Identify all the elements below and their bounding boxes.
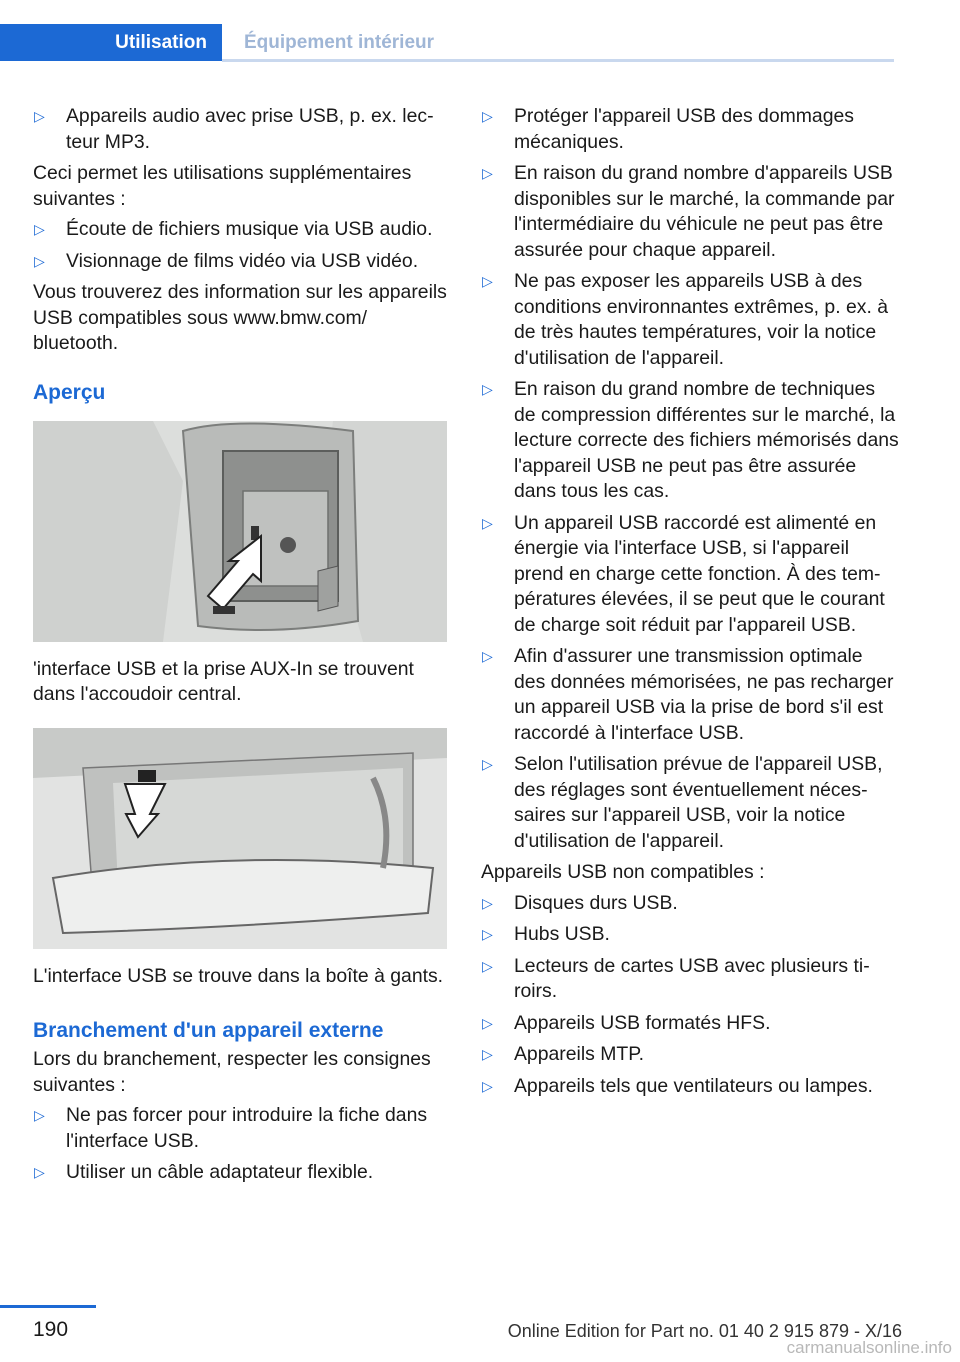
paragraph-compatible-info: Vous trouverez des information sur les appareils USB compatibles sous www.bmw.com/ bluetooth. xyxy=(33,281,447,354)
triangle-bullet-icon: ▷ xyxy=(34,252,45,269)
list-item: ▷ Hubs USB. xyxy=(481,922,899,948)
list-item: ▷ Protéger l'appareil USB des dommages mécaniques. xyxy=(482,105,854,153)
triangle-bullet-icon: ▷ xyxy=(482,1014,493,1031)
glovebox-illustration xyxy=(33,728,447,949)
list-item: ▷ Ne pas forcer pour introduire la fiche dans l'interface USB. xyxy=(34,1104,428,1152)
triangle-bullet-icon: ▷ xyxy=(482,273,493,289)
list-item: ▷ Écoute de fichiers musique via USB audio. xyxy=(33,217,447,243)
list-item: ▷ Appareils audio avec prise USB, p. ex. lecteur MP3. xyxy=(34,105,434,153)
right-column xyxy=(481,104,899,1105)
bullet-list-incompatible xyxy=(481,891,899,1100)
page-number: 190 xyxy=(33,1318,69,1341)
list-item: ▷ En raison du grand nombre d'appareils USB disponibles sur le marché, la commande par l'intermédiaire du véhicule ne peut pas être assurée pour chaque appareil. xyxy=(482,162,895,261)
bullet-list-top xyxy=(33,104,447,155)
triangle-bullet-icon: ▷ xyxy=(482,756,493,772)
tab-equipement-interieur[interactable]: Équipement intérieur xyxy=(244,31,435,53)
triangle-bullet-icon: ▷ xyxy=(482,648,493,664)
paragraph-uses-intro: Ceci permet les utilisations supplémentaires suivantes : xyxy=(33,162,412,210)
page-header xyxy=(0,0,960,64)
triangle-bullet-icon: ▷ xyxy=(482,1046,493,1062)
caption-glovebox: L'interface USB se trouve dans la boîte à gants. xyxy=(33,964,444,987)
list-item: ▷ Un appareil USB raccordé est alimenté en énergie via l'interface USB, si l'appareil prend en charge cette fonction. À des températures élevées, il se peut que le courant de charge soit réduit par l'appareil USB. xyxy=(482,511,885,636)
footer-rule xyxy=(0,1305,96,1308)
triangle-bullet-icon: ▷ xyxy=(482,381,493,397)
watermark: carmanualsonline.info xyxy=(786,1338,952,1357)
triangle-bullet-icon: ▷ xyxy=(34,1164,45,1180)
heading-apercu: Aperçu xyxy=(33,380,106,404)
triangle-bullet-icon: ▷ xyxy=(34,108,45,124)
armrest-illustration xyxy=(33,421,447,642)
bullet-list-uses xyxy=(33,217,447,274)
list-item: ▷ Appareils USB formatés HFS. xyxy=(481,1011,899,1037)
triangle-bullet-icon: ▷ xyxy=(34,1107,45,1123)
tab-utilisation[interactable]: Utilisation xyxy=(0,24,222,61)
heading-branchement: Branchement d'un appareil externe xyxy=(33,1019,384,1042)
triangle-bullet-icon: ▷ xyxy=(482,514,493,531)
list-item: ▷ Appareils tels que ventilateurs ou lampes. xyxy=(481,1074,899,1100)
list-item: ▷ Visionnage de films vidéo via USB vidéo. xyxy=(33,249,447,275)
list-item: ▷ Appareils MTP. xyxy=(481,1042,899,1068)
triangle-bullet-icon: ▷ xyxy=(482,108,493,124)
caption-armrest: 'interface USB et la prise AUX-In se trouvent dans l'accoudoir central. xyxy=(33,657,414,705)
edition-note: Online Edition for Part no. 01 40 2 915 879 - X/16 xyxy=(507,1321,902,1341)
list-item: ▷ Ne pas exposer les appareils USB à des conditions environnantes extrêmes, p. ex. à de très hautes températures, voir la notice d'utilisation de l'appareil. xyxy=(482,270,889,369)
triangle-bullet-icon: ▷ xyxy=(482,165,493,181)
bullet-list-precautions xyxy=(481,104,899,854)
triangle-bullet-icon: ▷ xyxy=(482,894,493,911)
paragraph-connection-intro: Lors du branchement, respecter les consignes suivantes : xyxy=(33,1048,431,1096)
list-item: ▷ Utiliser un câble adaptateur flexible. xyxy=(33,1160,447,1186)
triangle-bullet-icon: ▷ xyxy=(34,221,45,237)
triangle-bullet-icon: ▷ xyxy=(482,926,493,942)
triangle-bullet-icon: ▷ xyxy=(482,1077,493,1094)
triangle-bullet-icon: ▷ xyxy=(482,957,493,974)
bullet-list-connection xyxy=(33,1103,447,1186)
list-item: ▷ Selon l'utilisation prévue de l'appareil USB, des réglages sont éventuellement nécessaires sur l'appareil USB, voir la notice d'utilisation de l'appareil. xyxy=(482,753,883,852)
list-item: ▷ Disques durs USB. xyxy=(481,891,899,917)
paragraph-incompatible-intro: Appareils USB non compatibles : xyxy=(481,861,765,883)
left-column xyxy=(33,104,447,1192)
header-rule xyxy=(222,59,894,62)
list-item: ▷ Lecteurs de cartes USB avec plusieurs tiroirs. xyxy=(482,954,870,1002)
list-item: ▷ En raison du grand nombre de techniques de compression différentes sur le marché, la lecture correcte des fichiers mémorisés dans l'appareil USB ne peut pas être assurée dans tous les cas. xyxy=(482,378,899,502)
glovebox-usb-photo xyxy=(33,728,447,949)
armrest-usb-photo xyxy=(33,421,447,642)
list-item: ▷ Afin d'assurer une transmission optimale des données mémorisées, ne pas recharger un appareil USB via la prise de bord s'il est raccordé à l'interface USB. xyxy=(482,645,894,744)
